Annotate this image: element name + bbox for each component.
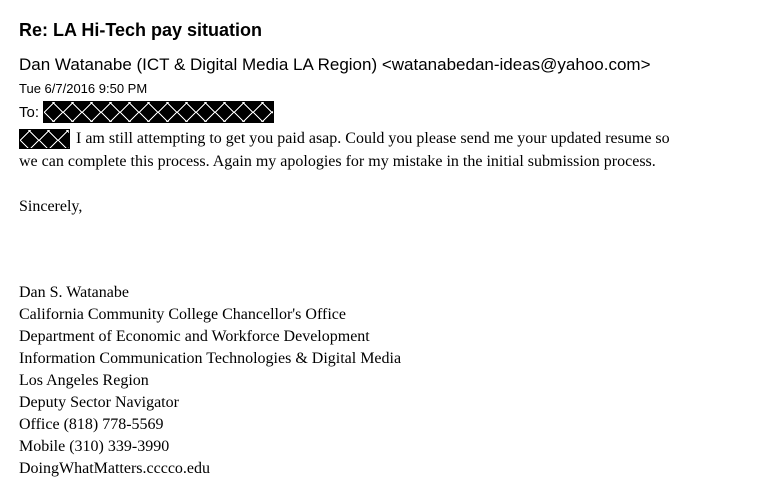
signature-website-link[interactable]: DoingWhatMatters.cccco.edu [19,460,211,477]
body-text-line-2: we can complete this process. Again my apologies for my mistake in the initial submission process. [19,153,656,170]
body-text-line-1: I am still attempting to get you paid asap. Could you please send me your updated resume so [76,130,670,147]
body-line [19,127,759,150]
email-subject: Re: LA Hi-Tech pay situation [19,20,263,40]
signature-website-item [19,458,401,480]
signature-organization: California Community College Chancellor's Office [19,306,346,323]
email-sender[interactable]: Dan Watanabe (ICT & Digital Media LA Region) <watanabedan-ideas@yahoo.com> [19,55,651,74]
redacted-recipient [43,101,274,123]
redacted-name [19,129,70,149]
body-line [19,150,759,173]
signature-name: Dan S. Watanabe [19,284,129,301]
email-body [19,127,759,173]
signature-department: Department of Economic and Workforce Development [19,328,370,345]
to-label: To: [19,103,40,121]
signature-office-phone: Office (818) 778-5569 [19,416,164,433]
signature-title: Deputy Sector Navigator [19,394,179,411]
signature-sector: Information Communication Technologies & Digital Media [19,350,402,367]
email-closing: Sincerely, [19,198,83,215]
email-signature [19,282,401,480]
recipient-row [19,101,274,123]
email-date: Tue 6/7/2016 9:50 PM [19,81,148,96]
signature-region: Los Angeles Region [19,372,149,389]
signature-mobile-phone: Mobile (310) 339-3990 [19,438,170,455]
